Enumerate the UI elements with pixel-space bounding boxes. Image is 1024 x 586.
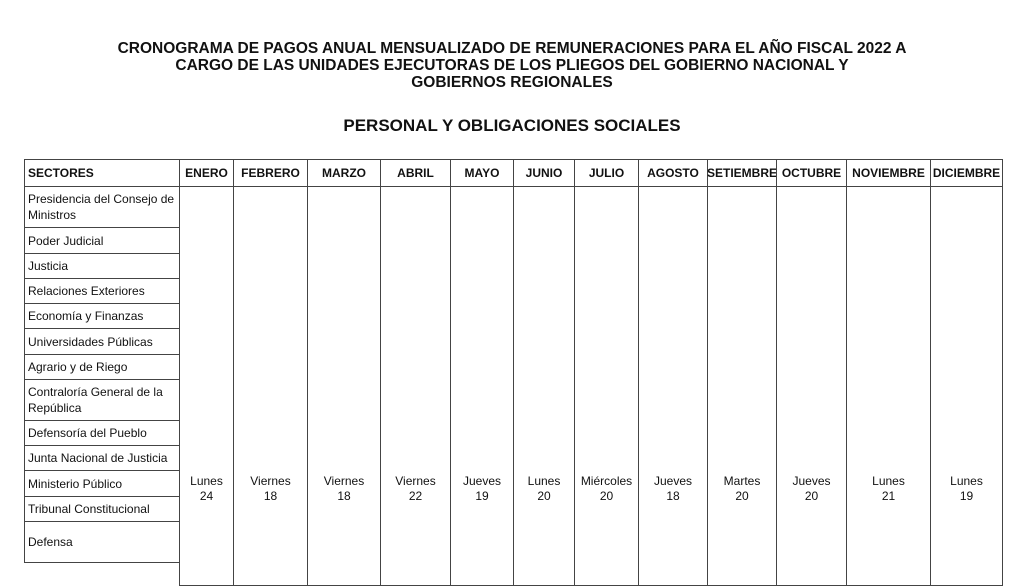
payment-day-number: 21 [881, 489, 896, 503]
payment-day-number: 24 [199, 489, 214, 503]
month-header: ABRIL [380, 159, 451, 187]
sector-row: Junta Nacional de Justicia [24, 445, 180, 471]
payment-weekday: Lunes [190, 474, 223, 488]
payment-date [931, 474, 1002, 504]
payment-date [847, 474, 930, 504]
payment-weekday: Viernes [323, 474, 365, 488]
payment-day-number: 19 [959, 489, 974, 503]
payment-date-cell [233, 186, 308, 586]
payment-date-cell [307, 186, 381, 586]
payment-date-cell [450, 186, 514, 586]
sector-row: Economía y Finanzas [24, 303, 180, 329]
month-header: OCTUBRE [776, 159, 847, 187]
payment-date-cell [846, 186, 931, 586]
month-header: JULIO [574, 159, 639, 187]
payment-day-number: 19 [475, 489, 489, 503]
payment-weekday: Viernes [250, 474, 291, 488]
payment-day-number: 20 [804, 489, 819, 503]
payment-date-cell [776, 186, 847, 586]
month-header: JUNIO [513, 159, 575, 187]
payment-date [777, 474, 846, 504]
payment-date [451, 474, 513, 504]
payment-weekday: Miércoles [580, 474, 633, 488]
payment-weekday: Martes [723, 474, 761, 488]
payment-weekday: Lunes [872, 474, 905, 488]
document-title-line-2: CARGO DE LAS UNIDADES EJECUTORAS DE LOS PLIEGOS DEL GOBIERNO NACIONAL Y [175, 57, 849, 74]
payment-day-number: 20 [599, 489, 614, 503]
payment-day-number: 22 [408, 489, 423, 503]
sector-row: Universidades Públicas [24, 328, 180, 355]
sector-row: Ministerio Público [24, 470, 180, 497]
sector-row: Justicia [24, 253, 180, 279]
payment-date [639, 474, 707, 504]
document-title-line-1: CRONOGRAMA DE PAGOS ANUAL MENSUALIZADO DE REMUNERACIONES PARA EL AÑO FISCAL 2022 A [117, 40, 907, 57]
sector-row: Tribunal Constitucional [24, 496, 180, 522]
sector-row: Contraloría General de la República [24, 379, 180, 421]
payment-date-cell [179, 186, 234, 586]
sector-row: Agrario y de Riego [24, 354, 180, 380]
document-title-line-3: GOBIERNOS REGIONALES [411, 74, 613, 91]
payment-date-cell [638, 186, 708, 586]
month-header: DICIEMBRE [930, 159, 1003, 187]
payment-date [514, 474, 574, 504]
payment-date-cell [574, 186, 639, 586]
payment-date-cell [513, 186, 575, 586]
payment-day-number: 20 [735, 489, 749, 503]
month-header: MAYO [450, 159, 514, 187]
month-header: NOVIEMBRE [846, 159, 931, 187]
month-header: FEBRERO [233, 159, 308, 187]
month-header: SETIEMBRE [707, 159, 777, 187]
payment-date-cell [707, 186, 777, 586]
payment-weekday: Jueves [653, 474, 693, 488]
payment-weekday: Lunes [527, 474, 561, 488]
payment-date [180, 474, 233, 504]
payment-date [308, 474, 380, 504]
sectors-header: SECTORES [24, 159, 180, 187]
payment-day-number: 18 [263, 489, 278, 503]
payment-date [234, 474, 307, 504]
sector-row: Defensoría del Pueblo [24, 420, 180, 446]
payment-date [575, 474, 638, 504]
payment-day-number: 18 [337, 489, 351, 503]
payment-date-cell [380, 186, 451, 586]
sector-row: Poder Judicial [24, 227, 180, 254]
document-subtitle: PERSONAL Y OBLIGACIONES SOCIALES [343, 116, 681, 135]
sector-row: Defensa [24, 521, 180, 563]
payment-weekday: Lunes [950, 474, 983, 488]
payment-date [708, 474, 776, 504]
payment-weekday: Jueves [462, 474, 502, 488]
payment-date [381, 474, 450, 504]
month-header: AGOSTO [638, 159, 708, 187]
sector-row: Relaciones Exteriores [24, 278, 180, 304]
payment-day-number: 20 [537, 489, 551, 503]
payment-weekday: Viernes [395, 474, 436, 488]
month-header: MARZO [307, 159, 381, 187]
payment-date-cell [930, 186, 1003, 586]
month-header: ENERO [179, 159, 234, 187]
payment-day-number: 18 [666, 489, 680, 503]
sector-row: Presidencia del Consejo de Ministros [24, 186, 180, 228]
payment-weekday: Jueves [792, 474, 831, 488]
